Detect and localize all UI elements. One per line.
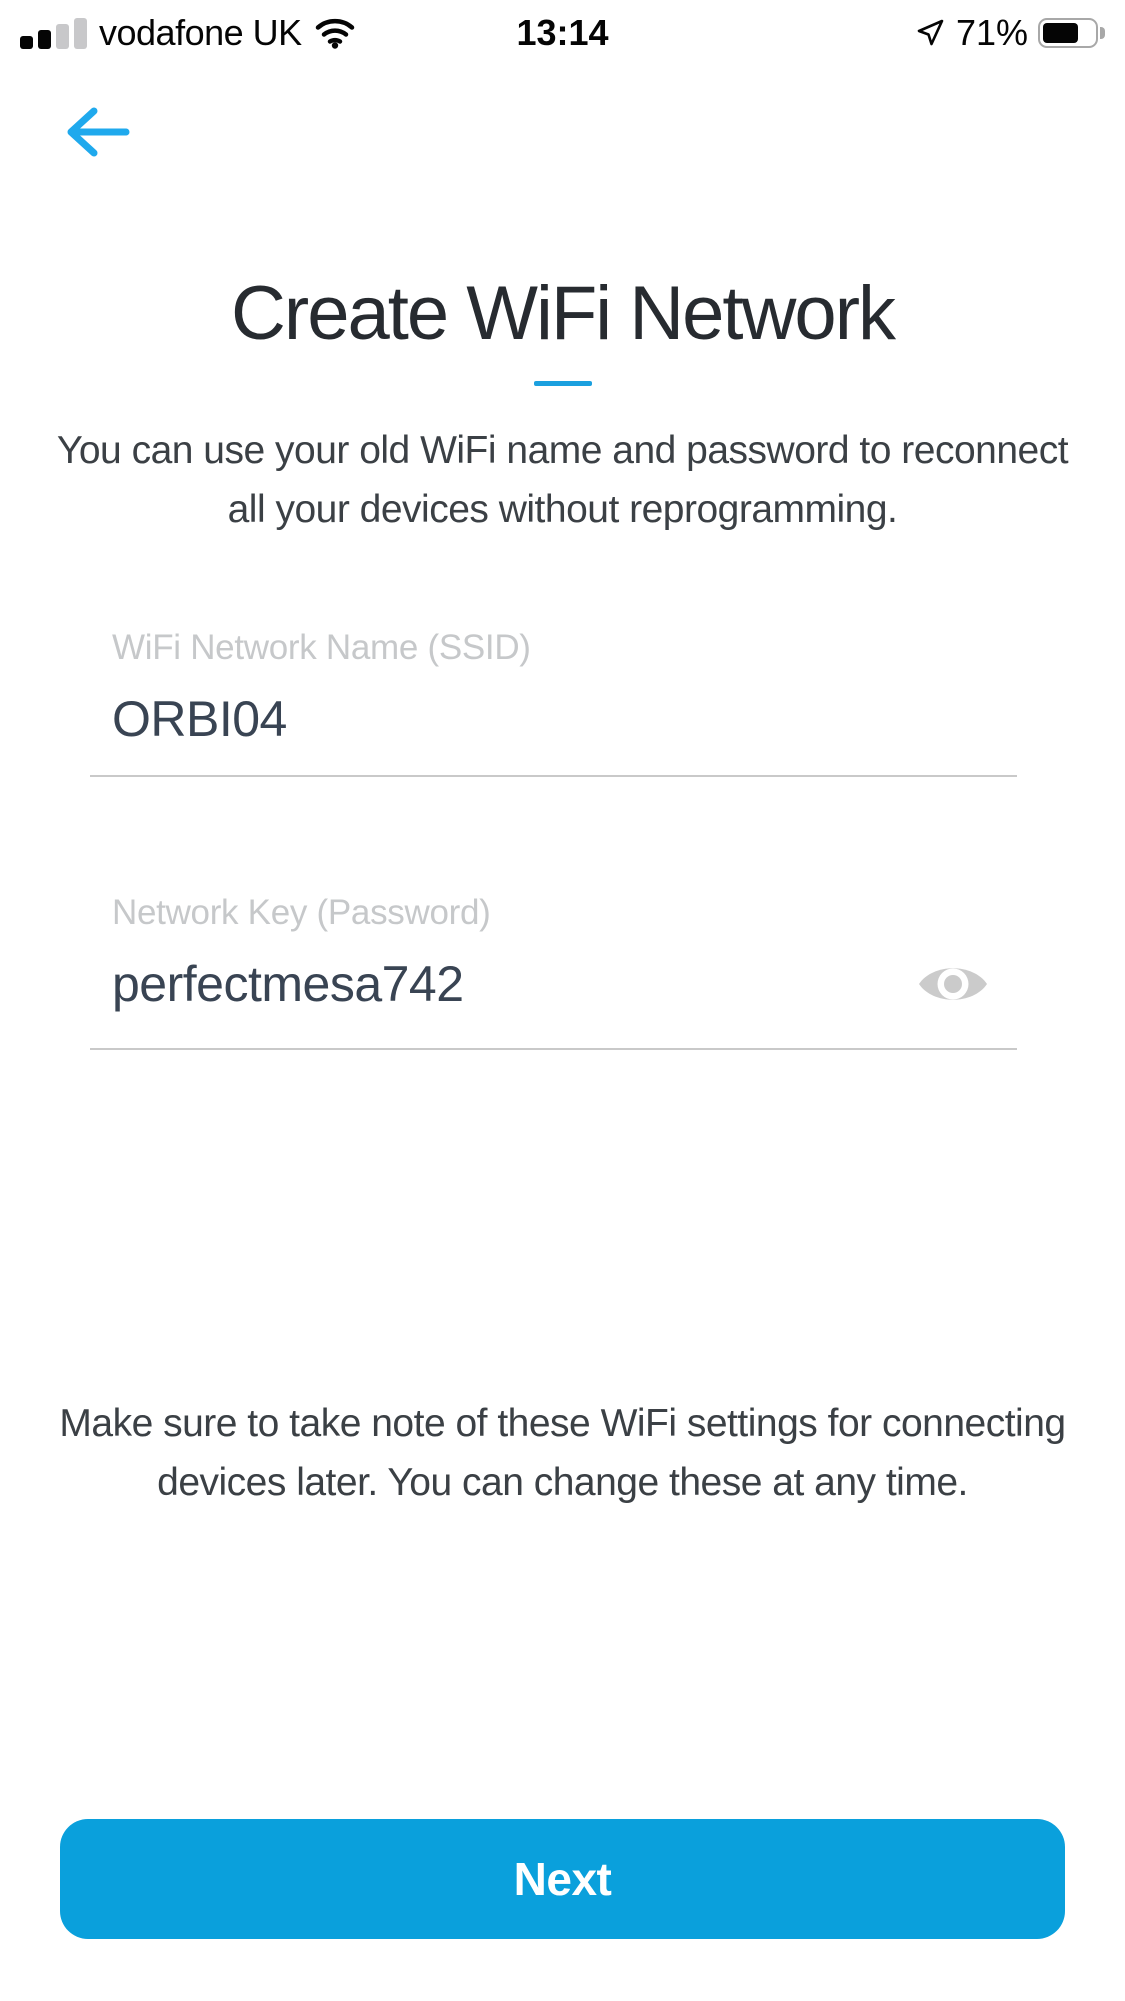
page-subtitle: You can use your old WiFi name and password to reconnect all your devices without reprogramming. [56, 429, 1069, 531]
eye-icon [915, 958, 991, 1010]
status-time: 13:14 [516, 12, 609, 53]
location-arrow-icon [914, 17, 946, 49]
back-button[interactable] [64, 94, 144, 170]
note-text: Make sure to take note of these WiFi settings for connecting devices later. You can change these at any time. [59, 1402, 1066, 1504]
battery-percent-label: 71% [955, 12, 1028, 53]
back-arrow-icon [64, 103, 130, 161]
cellular-signal-icon [20, 17, 87, 49]
wifi-icon [314, 17, 356, 49]
carrier-label: vodafone UK [99, 12, 302, 53]
title-underline-dash [534, 381, 592, 386]
status-bar [0, 0, 1125, 60]
next-button[interactable]: Next [60, 1819, 1065, 1939]
password-input[interactable] [90, 955, 913, 1013]
toggle-password-visibility-button[interactable] [913, 956, 993, 1012]
password-field [90, 893, 1017, 1050]
password-field-label: Network Key (Password) [112, 893, 491, 932]
ssid-field-label: WiFi Network Name (SSID) [112, 628, 531, 667]
page-title: Create WiFi Network [231, 271, 894, 356]
ssid-field [90, 628, 1017, 777]
ssid-input[interactable] [90, 690, 1017, 748]
battery-icon [1038, 18, 1105, 48]
